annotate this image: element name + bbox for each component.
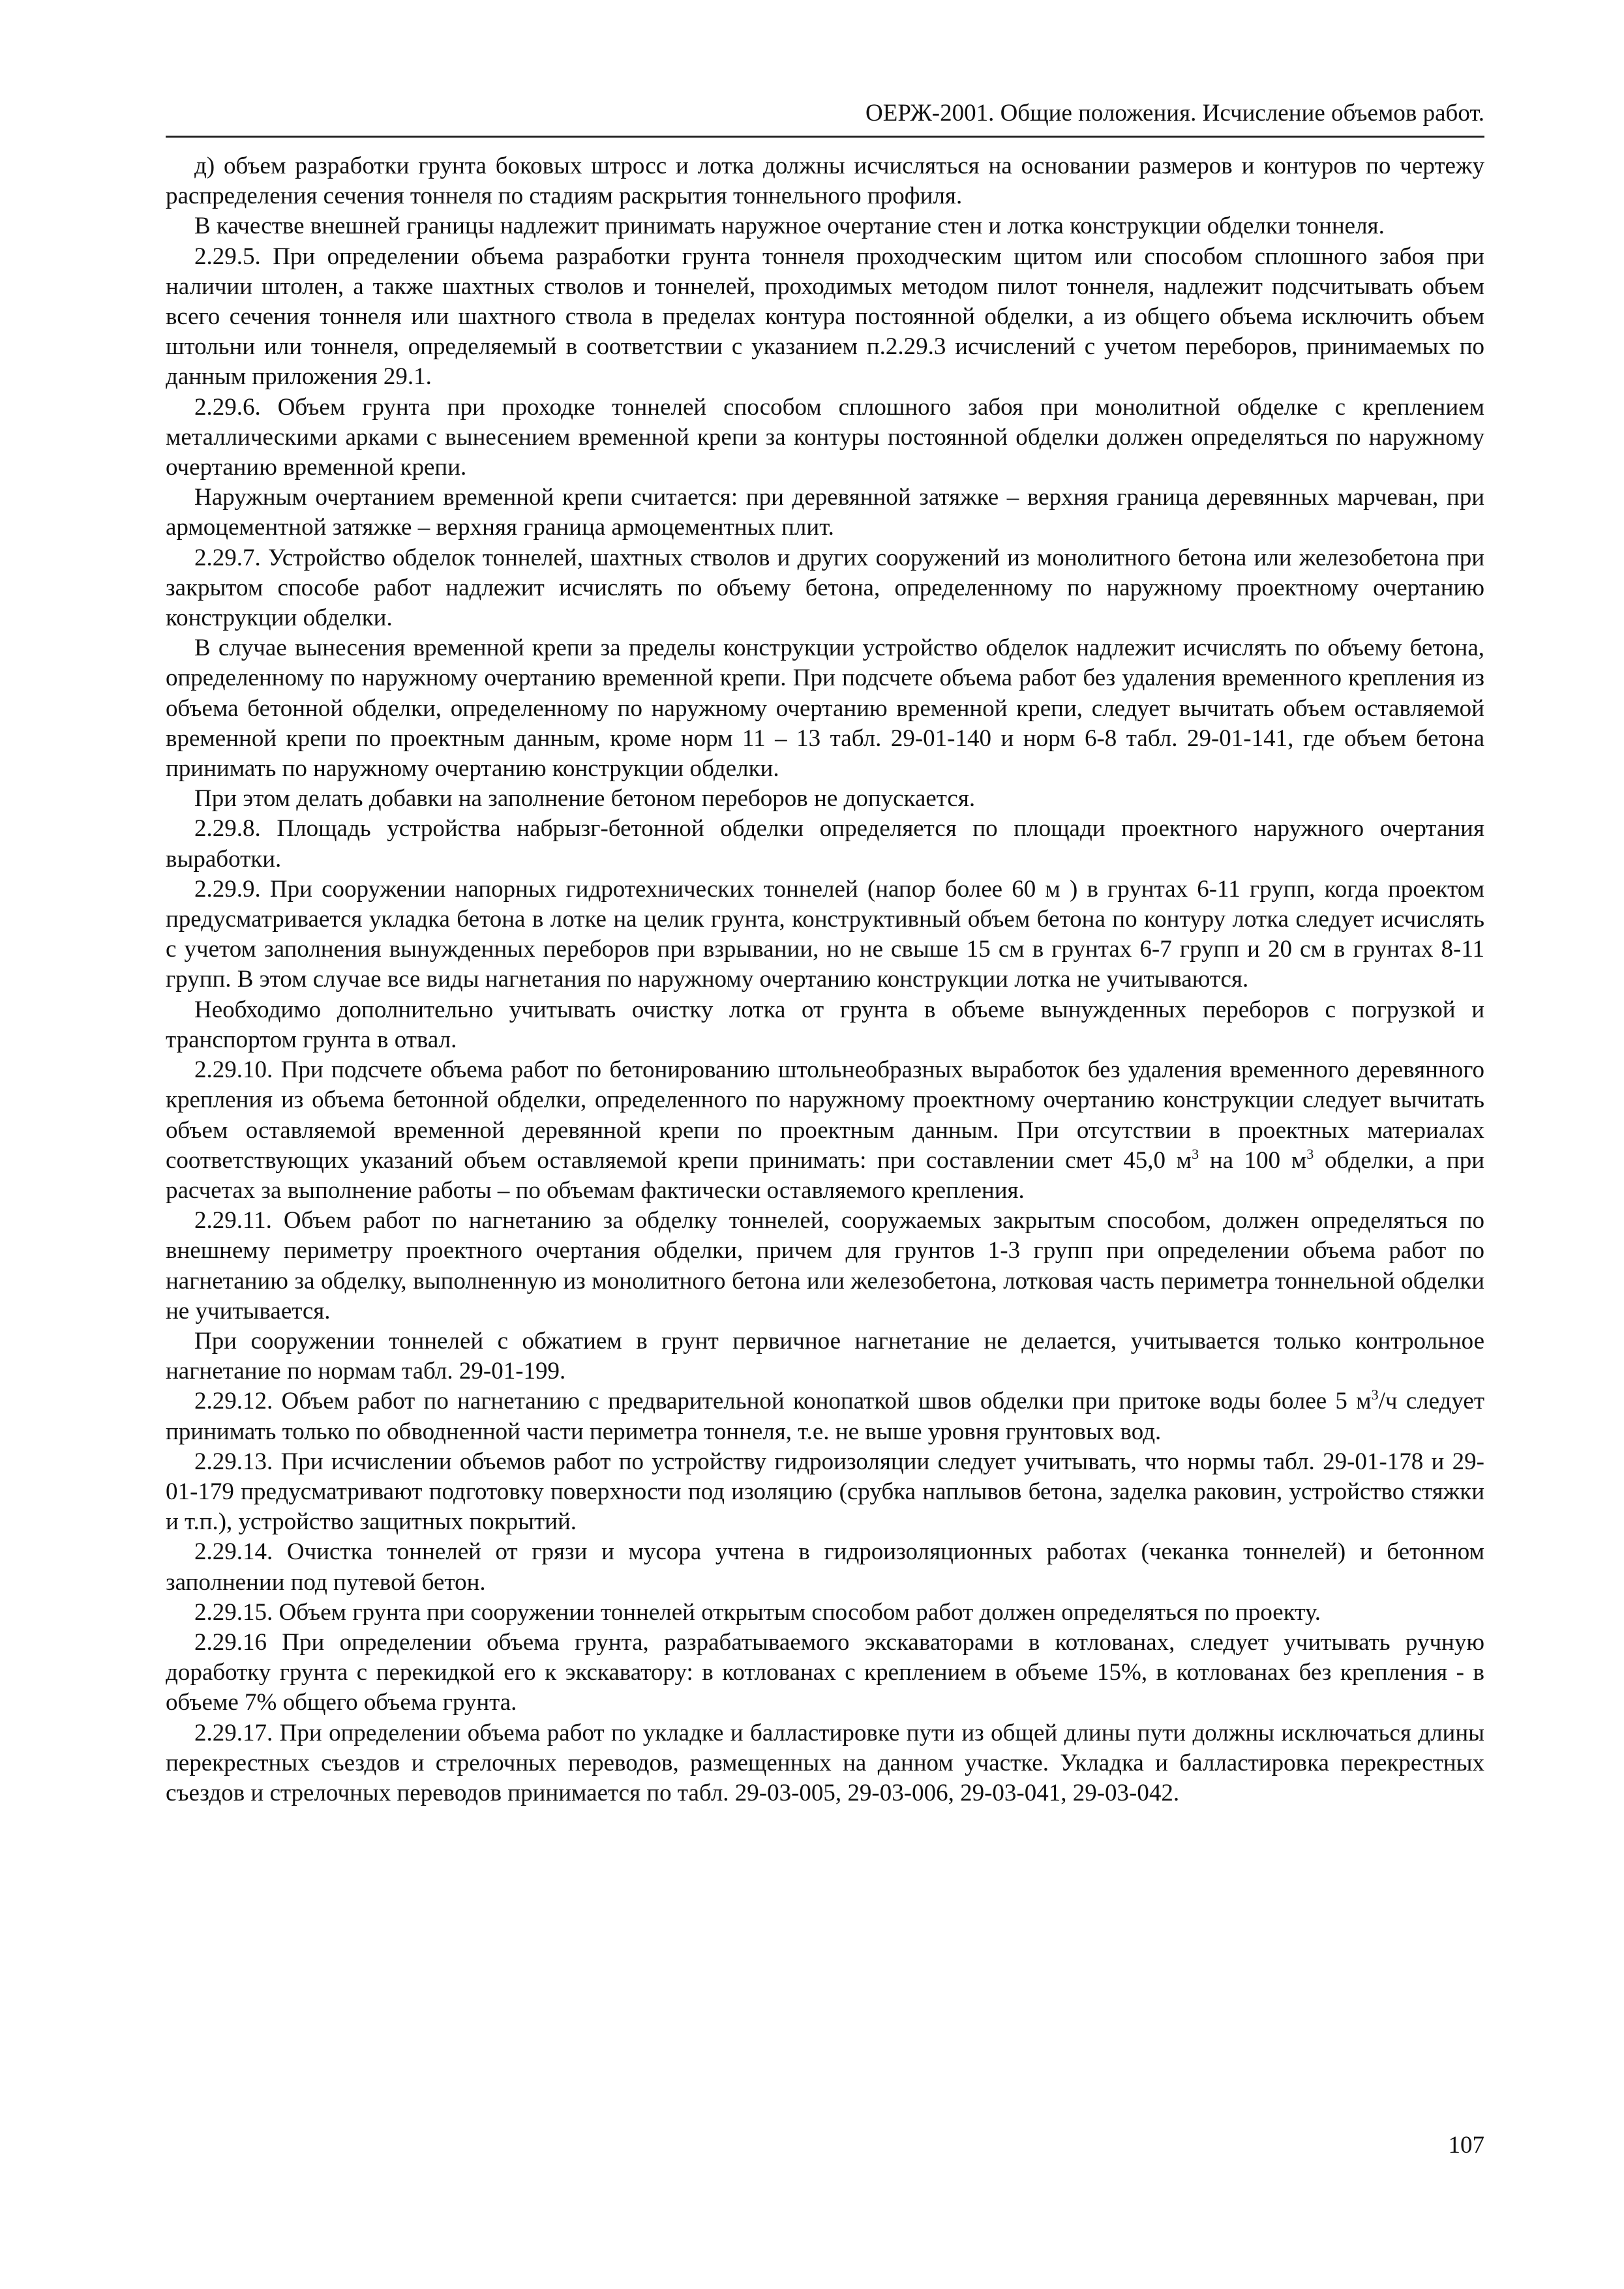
paragraph-d: д) объем разработки грунта боковых штросс и лотка должны исчисляться на основании размеров и контуров по чертежу распределения сечения тоннеля по стадиям раскрытия тоннельного профиля. xyxy=(166,153,1484,210)
paragraph-2-29-12: 2.29.12. Объем работ по нагнетанию с предварительной конопаткой швов обделки при притоке воды более 5 $м^3/ч$ следует принимать только по обводненной части периметра тоннеля, т.е. не выше уровня грунтовых вод. xyxy=(166,1386,1485,1445)
paragraph-tray-cleaning: Необходимо дополнительно учитывать очистку лотка от грунта в объеме вынужденных переборов с погрузкой и транспортом грунта в отвал. xyxy=(166,996,1484,1053)
paragraph-no-additions: При этом делать добавки на заполнение бетоном переборов не допускается. xyxy=(194,785,976,813)
paragraph-2-29-7: 2.29.7. Устройство обделок тоннелей, шахтных стволов и других сооружений из монолитного бетона или железобетона при закрытом способе работ надлежит исчислять по объему бетона, определенному по наружному проектному очертанию конструкции обделки. xyxy=(166,544,1484,632)
paragraph-2-29-11: 2.29.11. Объем работ по нагнетанию за обделку тоннелей, сооружаемых закрытым способом, должен определяться по внешнему периметру проектного очертания обделки, причем для грунтов 1-3 групп при определении объема работ по нагнетанию за обделку, выполненную из монолитного бетона или железобетона, лотковая часть периметра тоннельной обделки не учитывается. xyxy=(166,1207,1484,1324)
paragraph-temporary-support: В случае вынесения временной крепи за пределы конструкции устройство обделок надлежит исчислять по объему бетона, определенному по наружному очертанию временной крепи. При подсчете объема работ без удаления временного крепления из объема бетонной обделки, определенному по наружному очертанию временной крепи, следует вычитать объем оставляемой временной крепи по проектным данным, кроме норм 11 – 13 табл. 29-01-140 и норм 6-8 табл. 29-01-141, где объем бетона принимать по наружному очертанию конструкции обделки. xyxy=(166,635,1484,783)
document-body xyxy=(166,151,1484,1808)
page-number: 107 xyxy=(1448,2132,1484,2159)
paragraph-2-29-16: 2.29.16 При определении объема грунта, разрабатываемого экскаваторами в котлованах, следует учитывать ручную доработку грунта с перекидкой его к экскаватору: в котлованах с креплением в объеме 15%, в котлованах без крепления - в объеме 7% общего объема грунта. xyxy=(166,1628,1484,1716)
paragraph-2-29-6: 2.29.6. Объем грунта при проходке тоннелей способом сплошного забоя при монолитной обделке с креплением металлическими арками с вынесением временной крепи за контуры постоянной обделки должен определяться по наружному очертанию временной крепи. xyxy=(166,393,1484,481)
paragraph-2-29-8: 2.29.8. Площадь устройства набрызг-бетонной обделки определяется по площади проектного наружного очертания выработки. xyxy=(166,815,1484,873)
paragraph-outer-boundary: В качестве внешней границы надлежит принимать наружное очертание стен и лотка конструкции обделки тоннеля. xyxy=(194,213,1385,240)
paragraph-outer-contour: Наружным очертанием временной крепи считается: при деревянной затяжке – верхняя граница деревянных марчеван, при армоцементной затяжке – верхняя граница армоцементных плит. xyxy=(166,484,1484,541)
paragraph-2-29-17: 2.29.17. При определении объема работ по укладке и балластировке пути из общей длины пути должны исключаться длины перекрестных съездов и стрелочных переводов, размещенных на данном участке. Укладка и балластировка перекрестных съездов и стрелочных переводов принимается по табл. 29-03-005, 29-03-006, 29-03-041, 29-03-042. xyxy=(166,1719,1484,1806)
running-header xyxy=(166,97,1484,138)
paragraph-2-29-14: 2.29.14. Очистка тоннелей от грязи и мусора учтена в гидроизоляционных работах (чеканка тоннелей) и бетонном заполнении под путевой бетон. xyxy=(166,1538,1484,1596)
paragraph-2-29-15: 2.29.15. Объем грунта при сооружении тоннелей открытым способом работ должен определяться по проекту. xyxy=(194,1598,1321,1626)
paragraph-2-29-10: 2.29.10. При подсчете объема работ по бетонированию штольнеобразных выработок без удаления временного деревянного крепления из объема бетонной обделки, определенного по наружному проектному очертанию конструкции следует вычитать объем оставляемой временной деревянной крепи по проектным данным. При отсутствии в проектных материалах соответствующих указаний объем оставляемой крепи принимать: при составлении смет 45,0 $м^3$ на 100 $м^3$ обделки, а при расчетах за выполнение работы – по объемам фактически оставляемого крепления. xyxy=(166,1056,1485,1204)
paragraph-2-29-9: 2.29.9. При сооружении напорных гидротехнических тоннелей (напор более 60 м ) в грунтах 6-11 групп, когда проектом предусматривается укладка бетона в лотке на целик грунта, конструктивный объем бетона по контуру лотка следует исчислять с учетом заполнения вынужденных переборов при взрывании, но не свыше 15 см в грунтах 6-7 групп и 20 см в грунтах 8-11 групп. В этом случае все виды нагнетания по наружному очертанию конструкции лотка не учитываются. xyxy=(166,875,1484,993)
paragraph-2-29-5: 2.29.5. При определении объема разработки грунта тоннеля проходческим щитом или способом сплошного забоя при наличии штолен, а также шахтных стволов и тоннелей, проходимых методом пилот тоннеля, надлежит подсчитывать объем всего сечения тоннеля или шахтного ствола в пределах контура постоянной обделки, а из общего объема исключить объем штольни или тоннеля, определяемый в соответствии с указанием п.2.29.3 исчислений с учетом переборов, принимаемых по данным приложения 29.1. xyxy=(166,243,1484,391)
paragraph-compression: При сооружении тоннелей с обжатием в грунт первичное нагнетание не делается, учитывается только контрольное нагнетание по нормам табл. 29-01-199. xyxy=(166,1327,1484,1385)
paragraph-2-29-13: 2.29.13. При исчислении объемов работ по устройству гидроизоляции следует учитывать, что нормы табл. 29-01-178 и 29-01-179 предусматривают подготовку поверхности под изоляцию (срубка наплывов бетона, заделка раковин, устройство стяжки и т.п.), устройство защитных покрытий. xyxy=(166,1448,1484,1536)
header-title: ОЕРЖ-2001. Общие положения. Исчисление объемов работ. xyxy=(865,100,1484,127)
